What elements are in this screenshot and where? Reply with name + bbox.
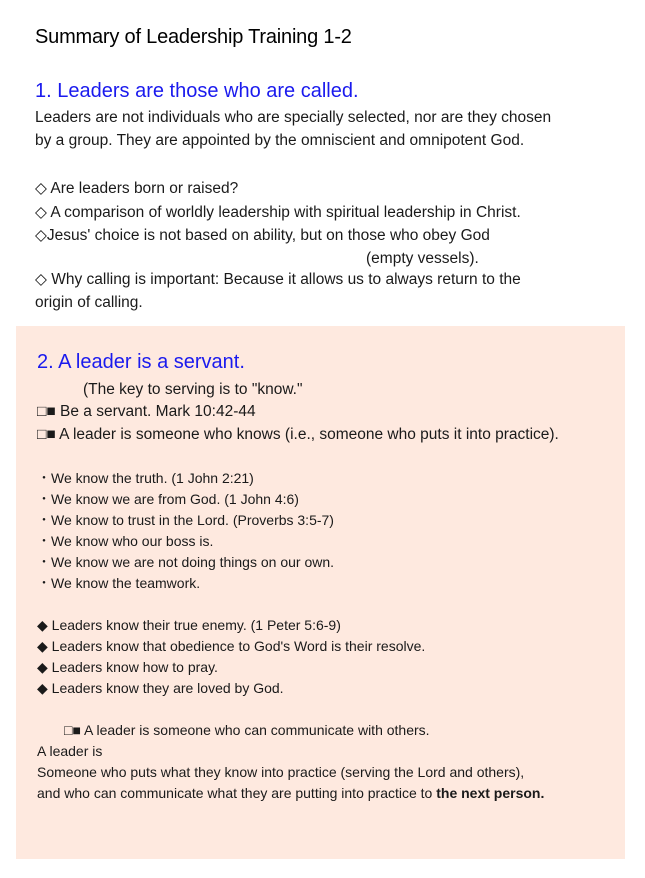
section2-key: (The key to serving is to "know." <box>83 381 303 398</box>
section2-item: □■ A leader is someone who knows (i.e., someone who puts it into practice). <box>37 426 559 443</box>
section2-item: □■ Be a servant. Mark 10:42-44 <box>37 403 256 420</box>
section1-point: ◇ Why calling is important: Because it allows us to always return to the <box>35 271 521 288</box>
section1-point: ◇ A comparison of worldly leadership with spiritual leadership in Christ. <box>35 204 521 221</box>
summary-text: and who can communicate what they are putting into practice to <box>37 785 437 801</box>
we-know-item: ・We know the teamwork. <box>37 575 201 591</box>
leaders-know-item: ◆ Leaders know their true enemy. (1 Peter 5:6-9) <box>37 617 341 633</box>
we-know-item: ・We know we are not doing things on our own. <box>37 554 335 570</box>
section1-intro-line: Leaders are not individuals who are specially selected, nor are they chosen <box>35 109 552 126</box>
section1-point-continued: origin of calling. <box>35 294 143 311</box>
section1-point: ◇Jesus' choice is not based on ability, but on those who obey God <box>35 227 490 244</box>
section1-point: ◇ Are leaders born or raised? <box>35 180 239 197</box>
summary-line-final <box>37 783 544 804</box>
section1-heading: 1. Leaders are those who are called. <box>35 80 359 102</box>
summary-line: Someone who puts what they know into practice (serving the Lord and others), <box>37 764 525 780</box>
we-know-item: ・We know who our boss is. <box>37 533 214 549</box>
leaders-know-item: ◆ Leaders know that obedience to God's Word is their resolve. <box>37 638 426 654</box>
leaders-know-item: ◆ Leaders know they are loved by God. <box>37 680 284 696</box>
communicate-item: □■ A leader is someone who can communicate with others. <box>64 722 430 738</box>
summary-line: A leader is <box>37 743 103 759</box>
summary-emphasis: the next person. <box>436 785 545 801</box>
section1-intro-line: by a group. They are appointed by the omniscient and omnipotent God. <box>35 132 525 149</box>
we-know-item: ・We know we are from God. (1 John 4:6) <box>37 491 299 507</box>
we-know-item: ・We know the truth. (1 John 2:21) <box>37 470 254 486</box>
leaders-know-item: ◆ Leaders know how to pray. <box>37 659 218 675</box>
page-title: Summary of Leadership Training 1-2 <box>35 26 352 48</box>
section2-heading: 2. A leader is a servant. <box>37 351 245 373</box>
section1-point-continued: (empty vessels). <box>366 250 479 267</box>
we-know-item: ・We know to trust in the Lord. (Proverbs 3:5-7) <box>37 512 334 528</box>
